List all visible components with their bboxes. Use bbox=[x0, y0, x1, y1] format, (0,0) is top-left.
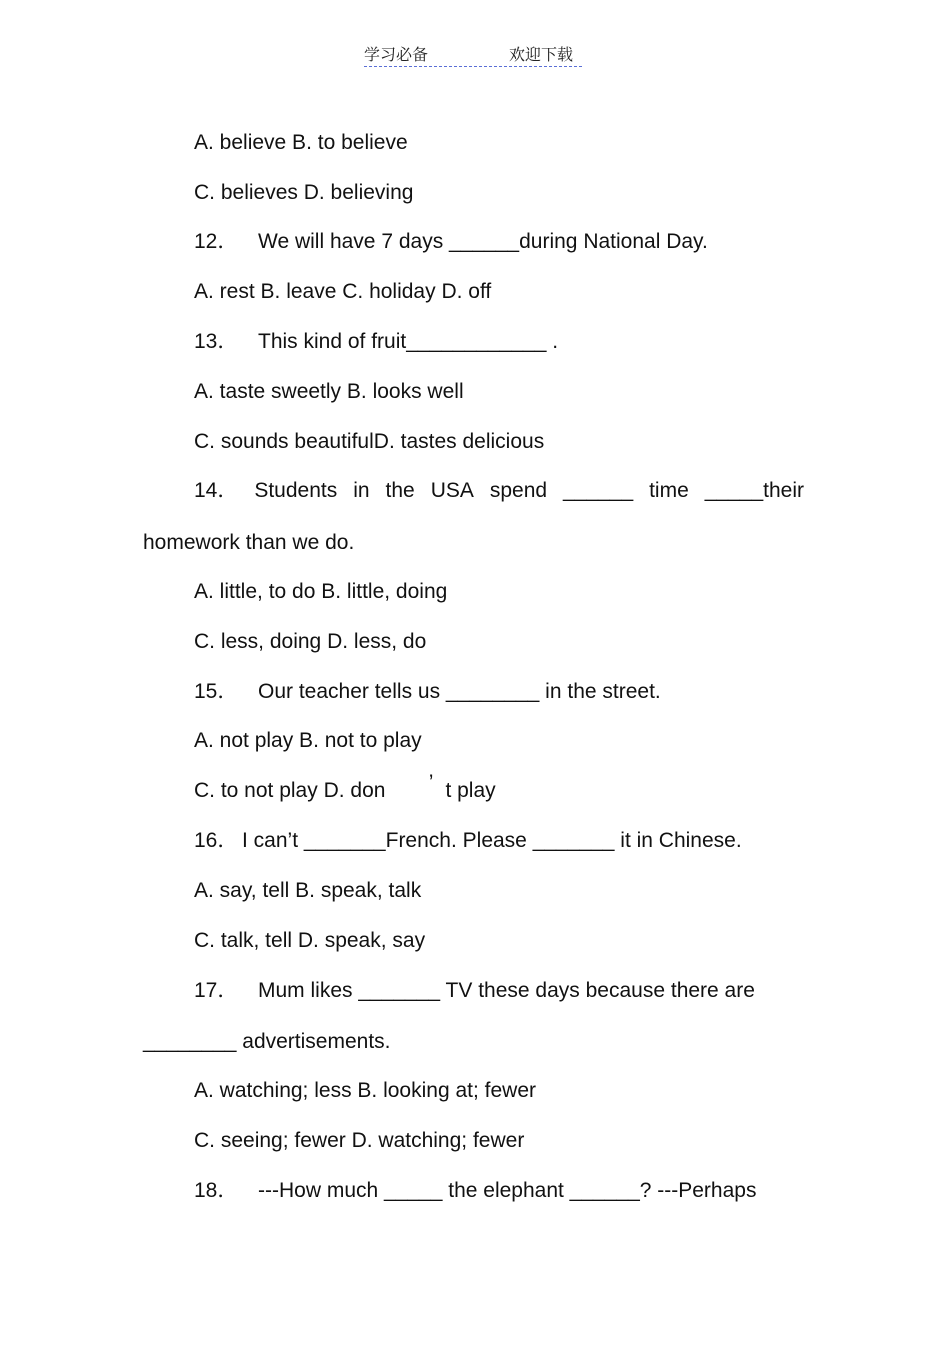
question-16 bbox=[194, 828, 742, 854]
question-number: 12． bbox=[194, 230, 239, 253]
question-word: USA bbox=[430, 479, 474, 502]
question-text: Mum likes _______ TV these days because there are bbox=[258, 979, 755, 1002]
option-line-21: C. seeing; fewer D. watching; fewer bbox=[194, 1129, 525, 1152]
question-17-continuation: ________ advertisements. bbox=[143, 1030, 391, 1053]
apostrophe: ’ bbox=[428, 771, 434, 794]
question-number: 17． bbox=[194, 979, 239, 1002]
question-number: 15． bbox=[194, 680, 239, 703]
header-left-text: 学习必备 bbox=[364, 45, 429, 64]
question-18 bbox=[194, 1178, 756, 1204]
question-number: 16． bbox=[194, 829, 239, 852]
question-word: the bbox=[385, 479, 415, 502]
option-text: t play bbox=[445, 779, 496, 802]
header-right-text: 欢迎下载 bbox=[509, 45, 574, 64]
question-word: Students bbox=[254, 479, 338, 502]
question-word: ______ bbox=[563, 479, 634, 502]
option-line-20: A. watching; less B. looking at; fewer bbox=[194, 1079, 536, 1102]
option-line-14 bbox=[194, 771, 496, 804]
question-text: This kind of fruit____________ . bbox=[258, 330, 559, 353]
option-line-1: A. believe B. to believe bbox=[194, 131, 408, 154]
option-text: C. to not play D. don bbox=[194, 779, 386, 802]
question-word: _____their bbox=[704, 479, 804, 502]
question-text: Our teacher tells us ________ in the street. bbox=[258, 680, 661, 703]
question-text: ---How much _____ the elephant ______? ---Perhaps bbox=[258, 1179, 757, 1202]
question-15 bbox=[194, 679, 661, 705]
option-line-17: C. talk, tell D. speak, say bbox=[194, 929, 426, 952]
question-14-continuation: homework than we do. bbox=[143, 531, 355, 554]
question-17 bbox=[194, 978, 755, 1004]
option-line-6: A. taste sweetly B. looks well bbox=[194, 380, 464, 403]
option-line-10: A. little, to do B. little, doing bbox=[194, 580, 448, 603]
question-text: We will have 7 days ______during National Day. bbox=[258, 230, 708, 253]
option-line-11: C. less, doing D. less, do bbox=[194, 630, 427, 653]
page-header bbox=[364, 40, 582, 67]
question-number: 13． bbox=[194, 330, 239, 353]
question-text: I can’t _______French. Please _______ it in Chinese. bbox=[242, 829, 742, 852]
option-line-13: A. not play B. not to play bbox=[194, 729, 422, 752]
question-word: time bbox=[649, 479, 689, 502]
question-word: spend bbox=[489, 479, 548, 502]
question-number: 14． bbox=[194, 479, 239, 502]
question-word: in bbox=[353, 479, 370, 502]
option-line-16: A. say, tell B. speak, talk bbox=[194, 879, 422, 902]
option-line-2: C. believes D. believing bbox=[194, 181, 414, 204]
question-number: 18． bbox=[194, 1179, 239, 1202]
question-12 bbox=[194, 229, 708, 255]
option-line-4: A. rest B. leave C. holiday D. off bbox=[194, 280, 492, 303]
option-line-7: C. sounds beautifulD. tastes delicious bbox=[194, 430, 545, 453]
question-13 bbox=[194, 329, 558, 355]
question-14 bbox=[194, 478, 804, 504]
